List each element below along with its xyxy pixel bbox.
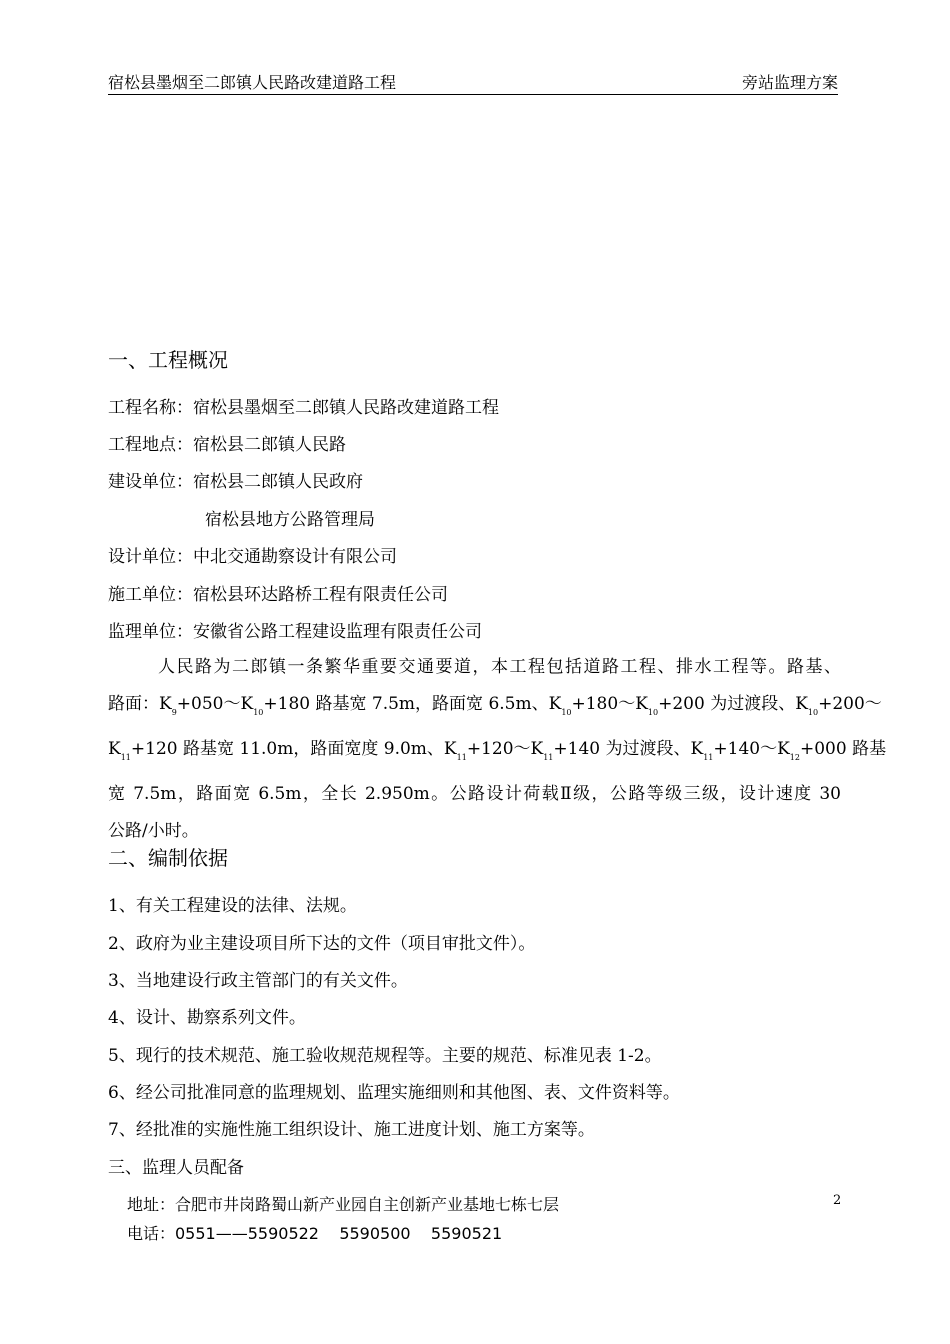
- para-line-2: 路面：$K_9+050\sim K_{10}+180$ 路基宽 7.5m，路面宽 6.5m、$K_{10}+180\sim K_{10}+200$ 为过渡段、$K_{10}+200\sim$: [108, 694, 882, 717]
- supervisor-line: 监理单位：安徽省公路工程建设监理有限责任公司: [108, 622, 482, 642]
- basis-item-5: 5、现行的技术规范、施工验收规范规程等。主要的规范、标准见表 1-2。: [108, 1046, 662, 1066]
- section-title-staffing: 三、监理人员配备: [108, 1158, 244, 1178]
- section-title-overview: 一、工程概况: [108, 348, 228, 372]
- page-number: 2: [833, 1193, 842, 1208]
- footer-address: 地址：合肥市井岗路蜀山新产业园自主创新产业基地七栋七层: [127, 1195, 560, 1214]
- basis-item-4: 4、设计、勘察系列文件。: [108, 1008, 306, 1028]
- para-line-3: $K_{11}+120$ 路基宽 11.0m，路面宽度 9.0m、$K_{11}+120\sim K_{11}+140$ 为过渡段、$K_{11}+140\sim K_{12}+000$ 路基: [108, 739, 887, 762]
- para-line-1: 人民路为二郎镇一条繁华重要交通要道，本工程包括道路工程、排水工程等。路基、: [158, 657, 841, 677]
- project-location-line: 工程地点：宿松县二郎镇人民路: [108, 435, 346, 455]
- header-doc-type: 旁站监理方案: [741, 73, 838, 92]
- basis-item-7: 7、经批准的实施性施工组织设计、施工进度计划、施工方案等。: [108, 1120, 595, 1140]
- basis-item-6: 6、经公司批准同意的监理规划、监理实施细则和其他图、表、文件资料等。: [108, 1083, 680, 1103]
- para-line-4: 宽 7.5m，路面宽 6.5m，全长 2.950m。公路设计荷载Ⅱ级，公路等级三级，设计速度 30: [108, 784, 841, 804]
- para-line-5: 公路/小时。: [108, 821, 199, 841]
- footer-phone: 电话：0551——5590522 5590500 5590521: [127, 1224, 503, 1243]
- basis-item-3: 3、当地建设行政主管部门的有关文件。: [108, 971, 408, 991]
- contractor-line: 施工单位：宿松县环达路桥工程有限责任公司: [108, 585, 448, 605]
- client-line: 建设单位：宿松县二郎镇人民政府: [108, 472, 363, 492]
- basis-item-2: 2、政府为业主建设项目所下达的文件（项目审批文件）。: [108, 934, 536, 954]
- designer-line: 设计单位：中北交通勘察设计有限公司: [108, 547, 397, 567]
- section-title-basis: 二、编制依据: [108, 846, 228, 870]
- page-header: [108, 68, 838, 95]
- client-line-2: 宿松县地方公路管理局: [205, 510, 375, 530]
- project-name-line: 工程名称：宿松县墨烟至二郎镇人民路改建道路工程: [108, 398, 499, 418]
- basis-item-1: 1、有关工程建设的法律、法规。: [108, 896, 357, 916]
- overview-paragraph: [108, 649, 887, 850]
- header-project-name: 宿松县墨烟至二郎镇人民路改建道路工程: [108, 73, 397, 92]
